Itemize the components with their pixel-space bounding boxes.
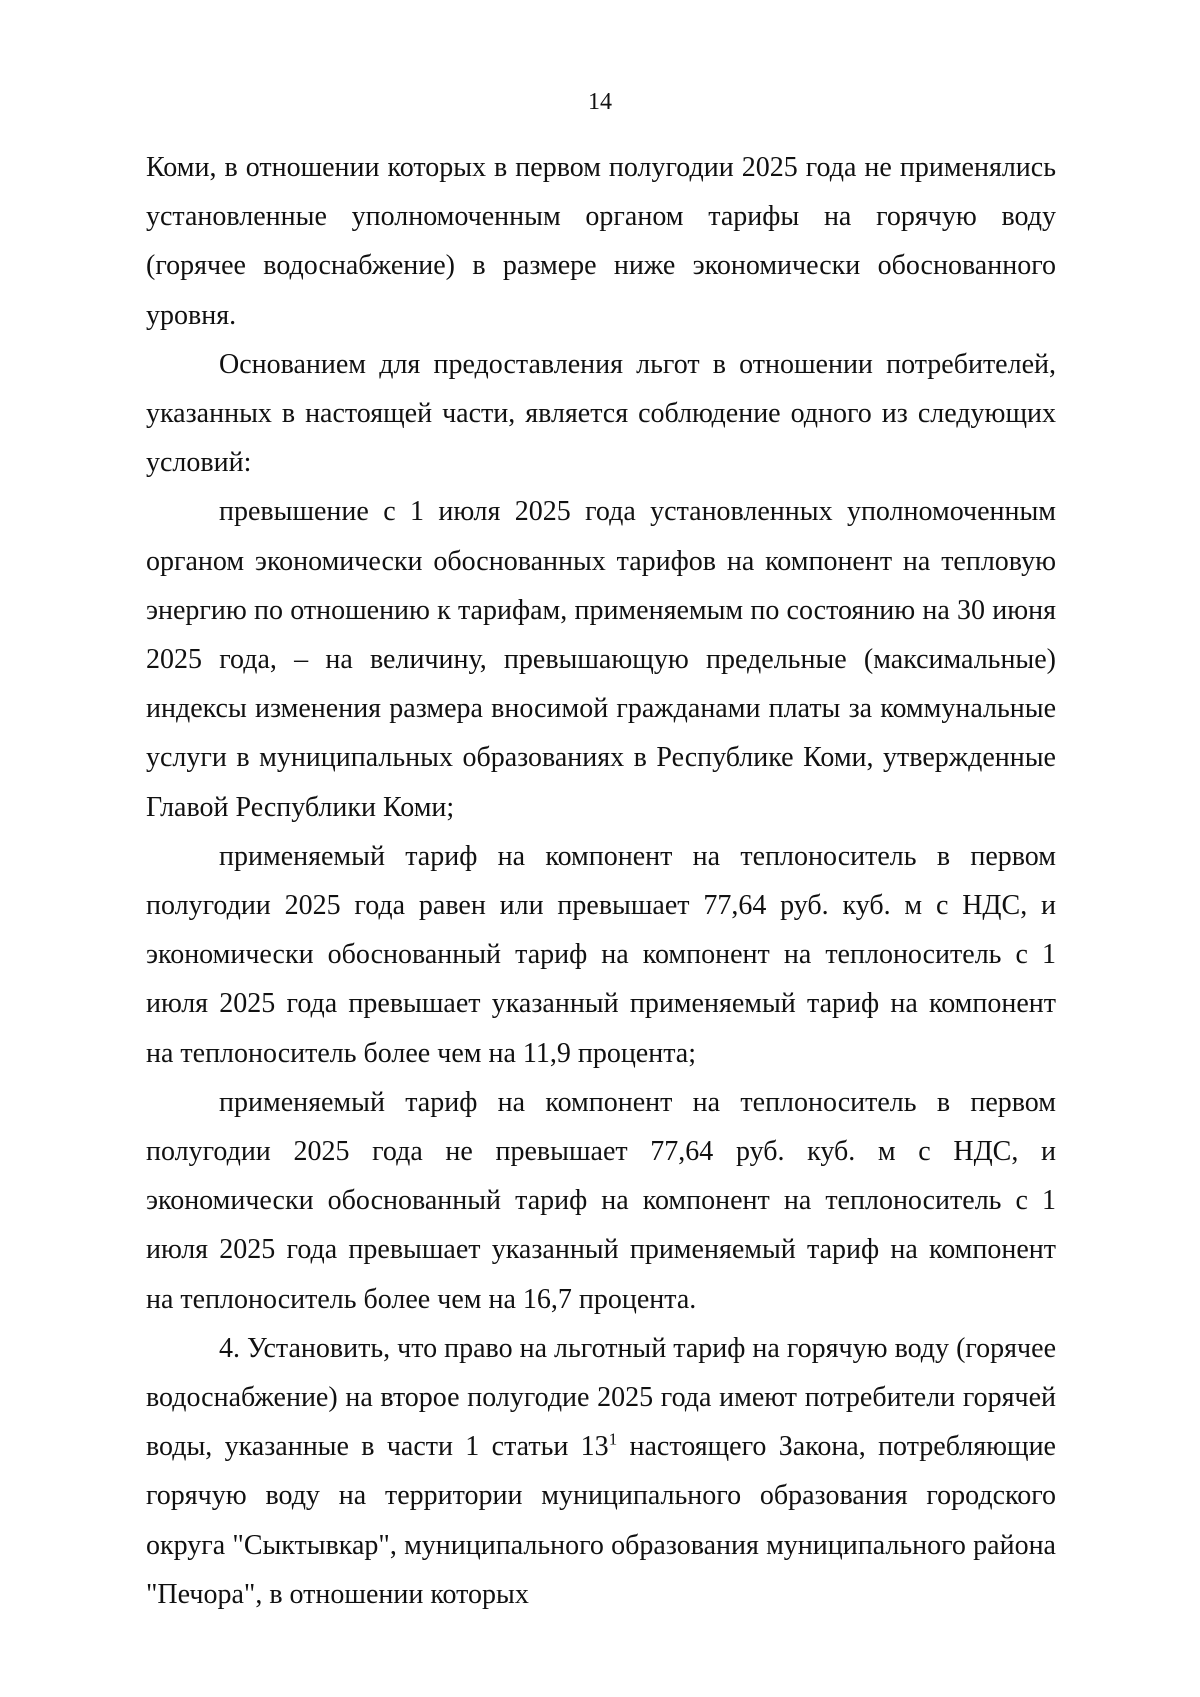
paragraph-item-4-text-after: настоящего Закона, потребляющие горячую воду на территории муниципального образования городского округа "Сыктывкар", муниципального образования муниципального района "Печора", в отношении которых — [146, 1431, 1056, 1610]
page-number: 14 — [588, 89, 612, 115]
paragraph-condition-3: применяемый тариф на компонент на теплоноситель в первом полугодии 2025 года не превышает 77,64 руб. куб. м с НДС, и экономически обоснованный тариф на компонент на теплоноситель с 1 июля 2025 года превышает указанный применяемый тариф на компонент на теплоноситель более чем на 16,7 процента. — [146, 1086, 1056, 1315]
paragraph-condition-2: применяемый тариф на компонент на теплоноситель в первом полугодии 2025 года равен или превышает 77,64 руб. куб. м с НДС, и экономически обоснованный тариф на компонент на теплоноситель с 1 июля 2025 года превышает указанный применяемый тариф на компонент на теплоноситель более чем на 11,9 процента; — [146, 840, 1056, 1069]
paragraph-continuation: Коми, в отношении которых в первом полугодии 2025 года не применялись установленные уполномоченным органом тарифы на горячую воду (горячее водоснабжение) в размере ниже экономически обоснованного уровня. — [146, 152, 1056, 331]
paragraph-condition-1: превышение с 1 июля 2025 года установленных уполномоченным органом экономически обоснованных тарифов на компонент на тепловую энергию по отношению к тарифам, применяемым по состоянию на 30 июня 2025 года, – на величину, превышающую предельные (максимальные) индексы изменения размера вносимой гражданами платы за коммунальные услуги в муниципальных образованиях в Республике Коми, утвержденные Главой Республики Коми; — [146, 496, 1056, 823]
paragraph-item-4 — [146, 1324, 1056, 1619]
paragraph-item-4-text-before: 4. Установить, что право на льготный тариф на горячую воду (горячее водоснабжение) на второе полугодие 2025 года имеют потребители горячей воды, указанные в части 1 статьи 13 — [146, 1332, 1056, 1463]
superscript-marker: 1 — [608, 1429, 618, 1449]
document-body — [146, 143, 1056, 1619]
paragraph-basis: Основанием для предоставления льгот в отношении потребителей, указанных в настоящей части, является соблюдение одного из следующих условий: — [146, 348, 1056, 479]
